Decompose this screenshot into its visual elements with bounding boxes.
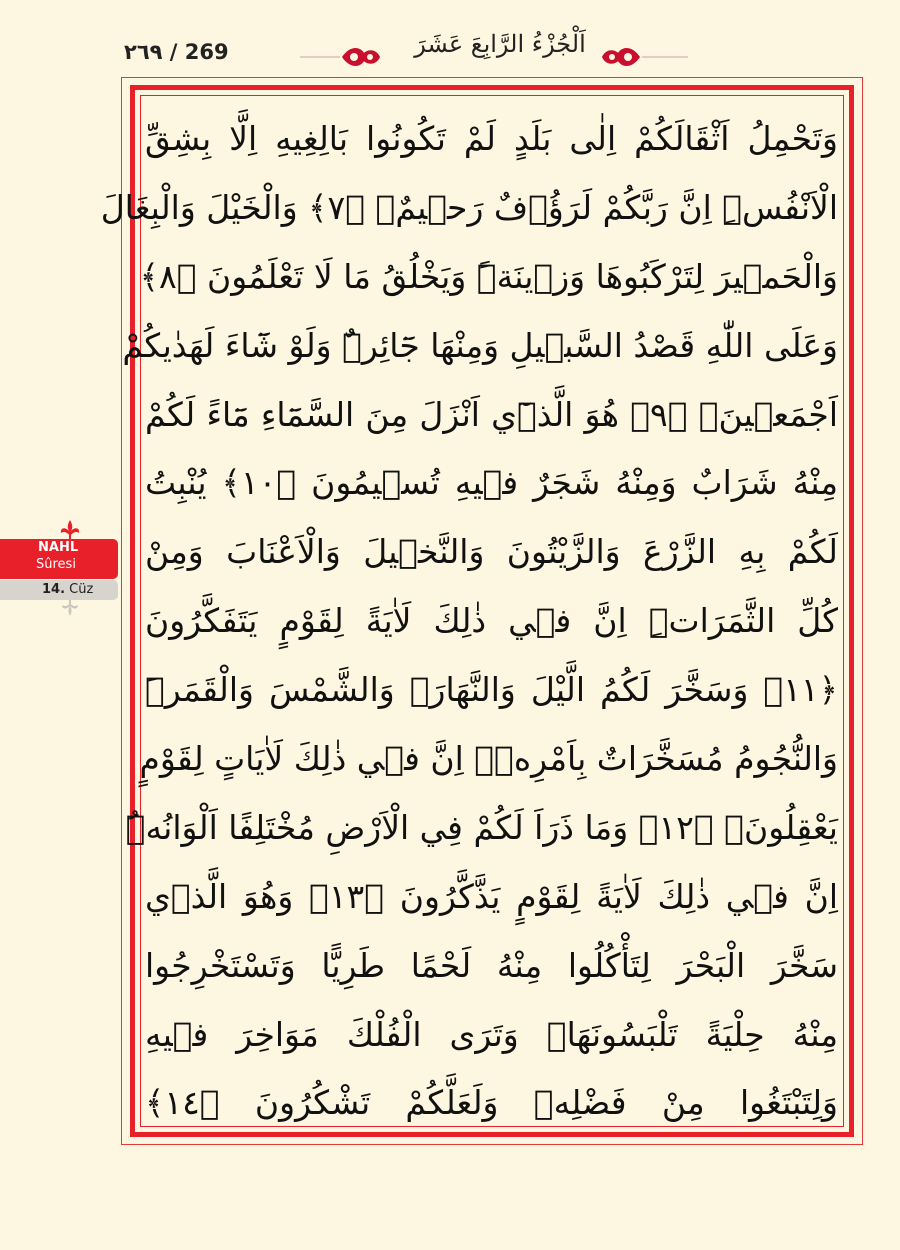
fleur-de-lis-gray-icon	[61, 600, 79, 616]
verse-line: يَعْقِلُونَۙ ﴿١٢﴾ وَمَا ذَرَاَ لَكُمْ فِي الْاَرْضِ مُخْتَلِفًا اَلْوَانُهُۜ	[125, 807, 838, 847]
page-header	[0, 0, 900, 80]
verse-line: مِنْهُ حِلْيَةً تَلْبَسُونَهَاۚ وَتَرَى الْفُلْكَ مَوَاخِرَ ف۪يهِ	[145, 1014, 838, 1054]
verse-text-block	[100, 105, 838, 1138]
juz-number: 14.	[42, 582, 66, 597]
fleur-de-lis-icon	[59, 520, 81, 540]
header-ornament-left-icon	[300, 42, 382, 72]
verse-line: كُلِّ الثَّمَرَاتِۜ اِنَّ ف۪ي ذٰلِكَ لَاٰيَةً لِقَوْمٍ يَتَفَكَّرُونَ	[145, 601, 838, 641]
verse-line: وَالنُّجُومُ مُسَخَّرَاتٌ بِاَمْرِه۪ۜ اِنَّ ف۪ي ذٰلِكَ لَاٰيَاتٍ لِقَوْمٍ	[139, 739, 838, 779]
verse-line: وَالْحَم۪يرَ لِتَرْكَبُوهَا وَز۪ينَةًۜ وَيَخْلُقُ مَا لَا تَعْلَمُونَ ﴿٨﴾	[139, 256, 838, 296]
surah-label: Sûresi	[36, 557, 76, 572]
juz-word: Cüz	[69, 582, 94, 597]
surah-name: NAHL	[38, 540, 79, 555]
verse-line: ﴿١١﴾ وَسَخَّرَ لَكُمُ الَّيْلَ وَالنَّهَارَۙ وَالشَّمْسَ وَالْقَمَرَۜ	[145, 670, 838, 710]
verse-line: اِنَّ ف۪ي ذٰلِكَ لَاٰيَةً لِقَوْمٍ يَذَّكَّرُونَ ﴿١٣﴾ وَهُوَ الَّذ۪ي	[145, 876, 838, 916]
page-number: ٢٦٩ / 269	[124, 40, 229, 64]
verse-line: الْاَنْفُسِۜ اِنَّ رَبَّكُمْ لَرَؤُ۫فٌ رَح۪يمٌۙ ﴿٧﴾ وَالْخَيْلَ وَالْبِغَالَ	[100, 187, 838, 227]
juz-title: اَلْجُزْءُ الرَّابِعَ عَشَرَ	[414, 30, 586, 58]
verse-line: سَخَّرَ الْبَحْرَ لِتَأْكُلُوا مِنْهُ لَحْمًا طَرِيًّا وَتَسْتَخْرِجُوا	[145, 945, 838, 985]
verse-line: وَلِتَبْتَغُوا مِنْ فَضْلِه۪ وَلَعَلَّكُمْ تَشْكُرُونَ ﴿١٤﴾	[145, 1083, 838, 1123]
verse-line: اَجْمَع۪ينَ۟ ﴿٩﴾ هُوَ الَّذ۪ٓي اَنْزَلَ مِنَ السَّمَٓاءِ مَٓاءً لَكُمْ	[145, 394, 838, 434]
verse-line: مِنْهُ شَرَابٌ وَمِنْهُ شَجَرٌ ف۪يهِ تُس۪يمُونَ ﴿١٠﴾ يُنْبِتُ	[145, 463, 838, 503]
verse-line: لَكُمْ بِهِ الزَّرْعَ وَالزَّيْتُونَ وَالنَّخ۪يلَ وَالْاَعْنَابَ وَمِنْ	[145, 532, 838, 572]
juz-label	[42, 582, 93, 597]
header-ornament-right-icon	[600, 42, 690, 72]
verse-line: وَتَحْمِلُ اَثْقَالَكُمْ اِلٰى بَلَدٍ لَمْ تَكُونُوا بَالِغِيهِ اِلَّا بِشِقِّ	[145, 119, 838, 158]
verse-line: وَعَلَى اللّٰهِ قَصْدُ السَّب۪يلِ وَمِنْهَا جَٓائِرٌۜ وَلَوْ شَٓاءَ لَهَدٰيكُمْ	[122, 325, 838, 365]
